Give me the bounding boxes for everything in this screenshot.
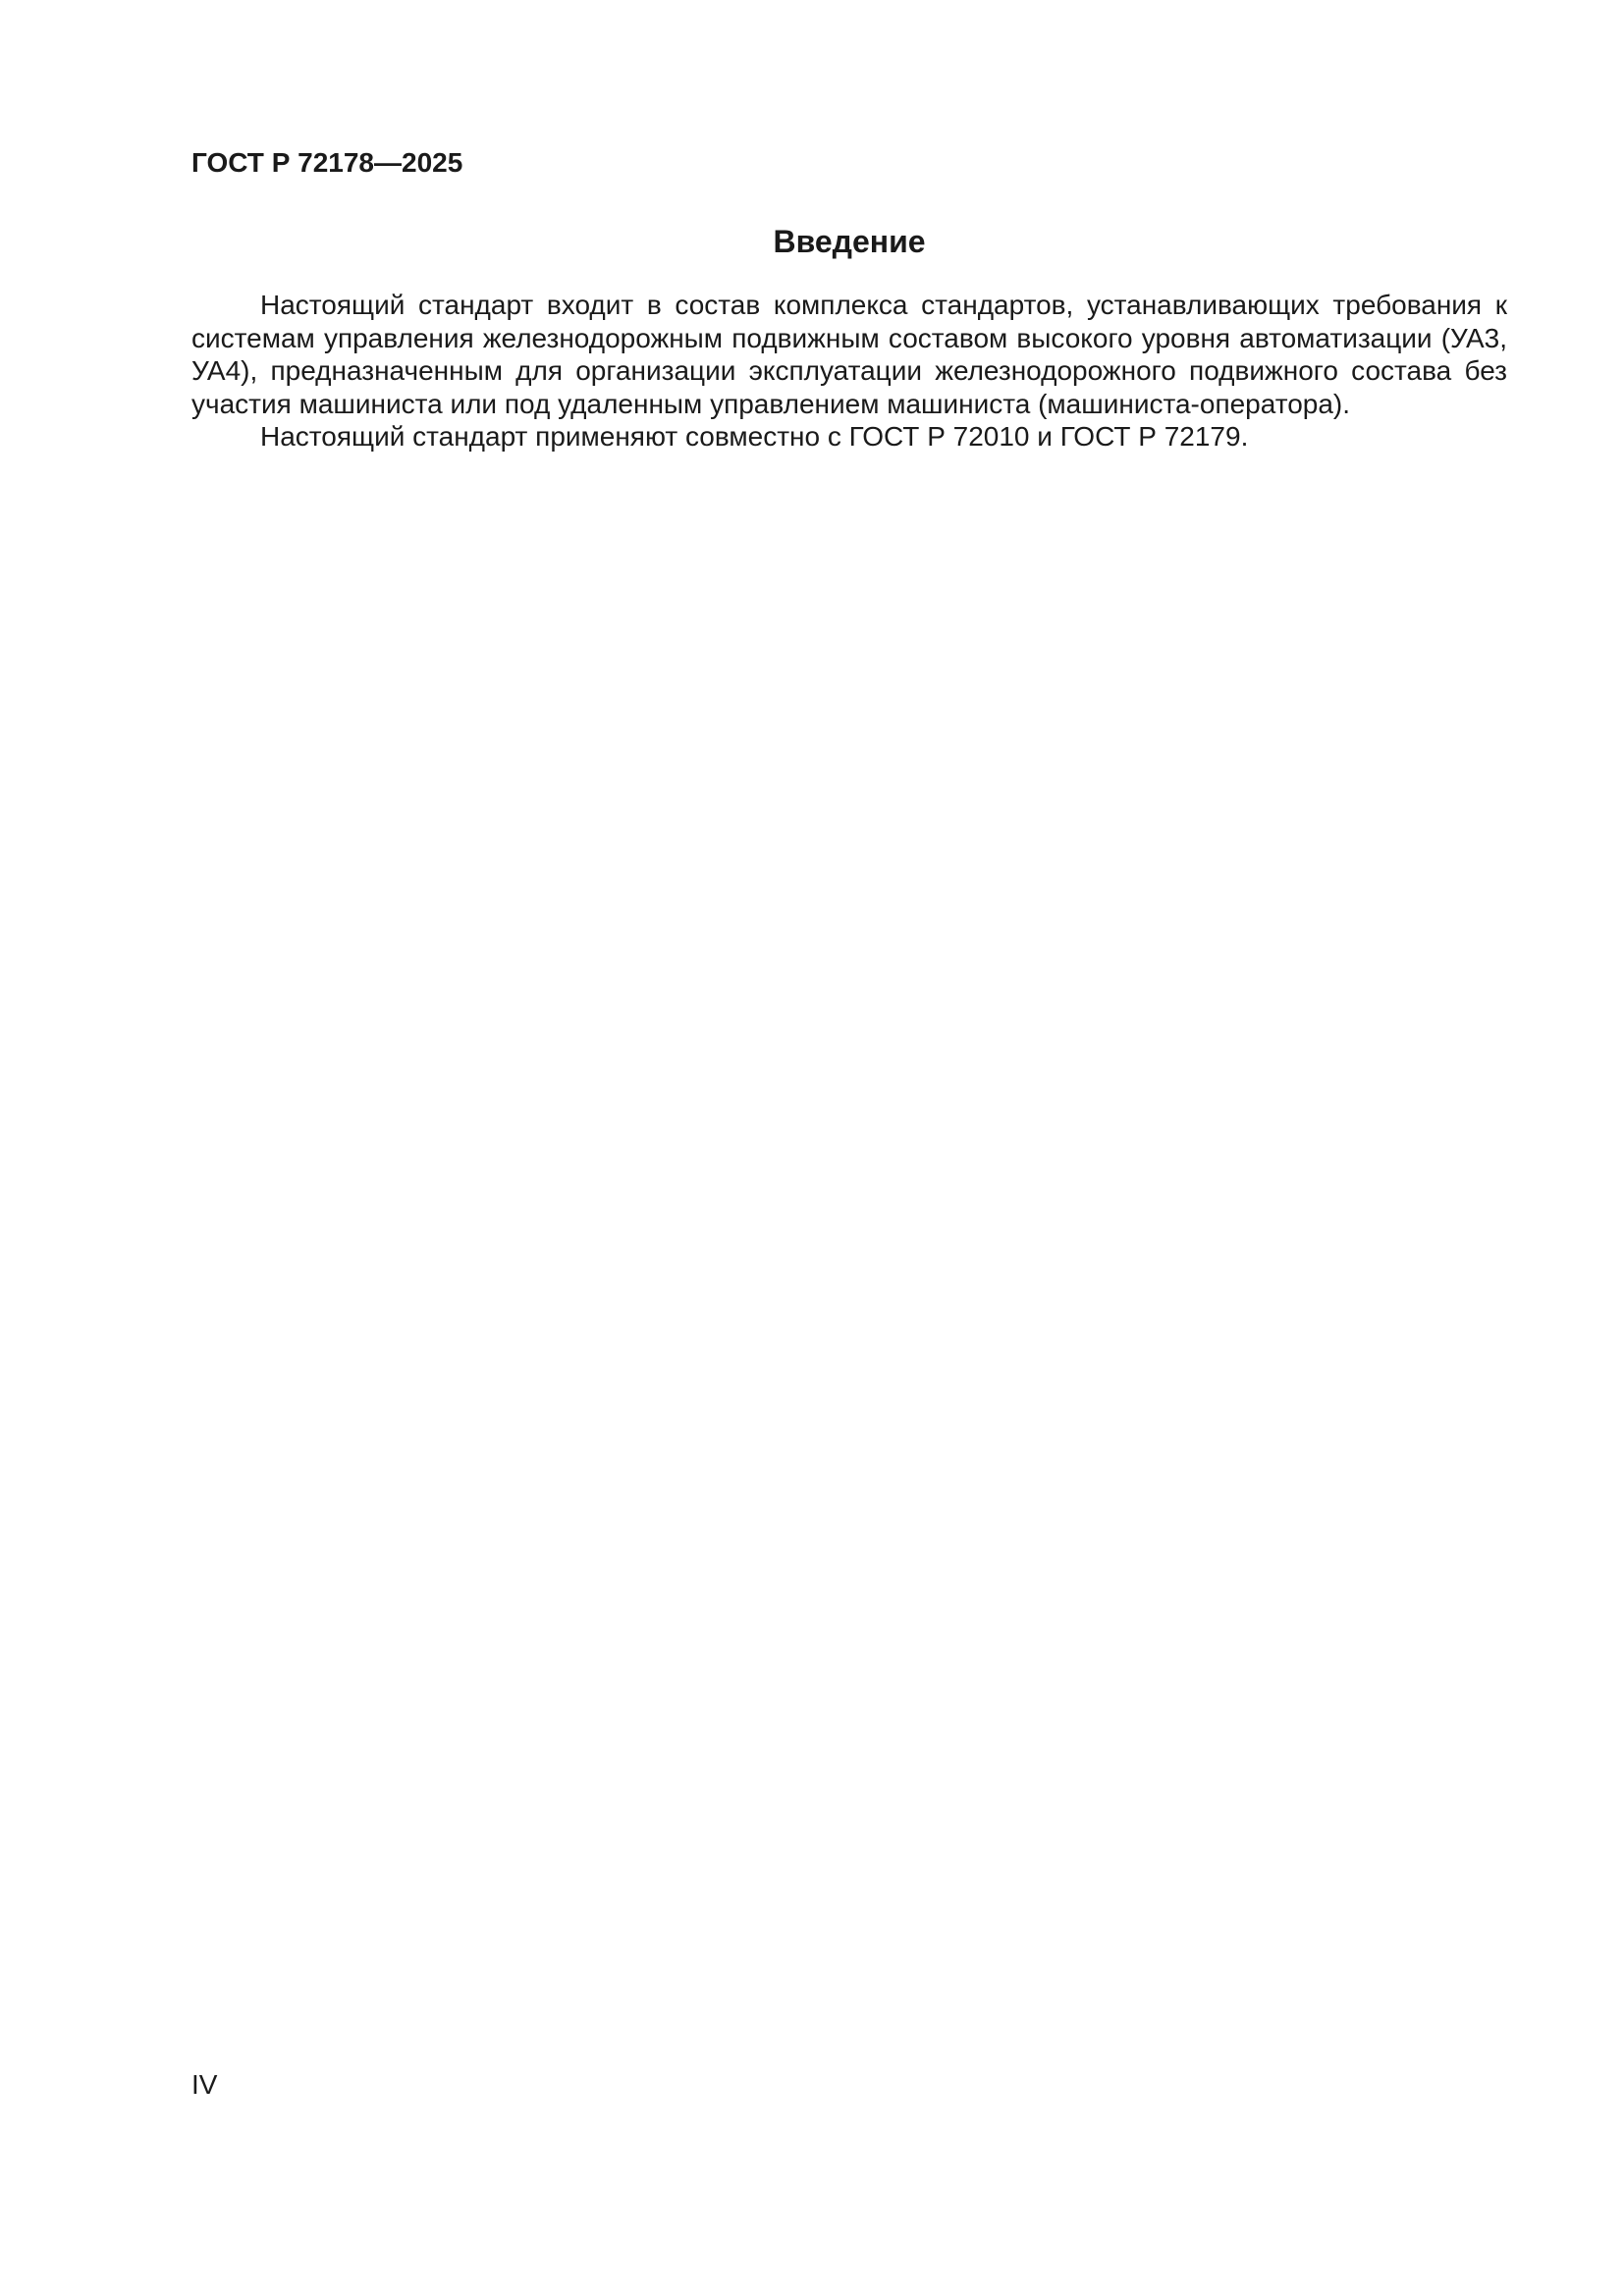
introduction-body <box>191 289 1507 454</box>
intro-paragraph-2: Настоящий стандарт применяют совместно с ГОСТ Р 72010 и ГОСТ Р 72179. <box>260 421 1249 452</box>
document-designation: ГОСТ Р 72178—2025 <box>191 147 463 178</box>
section-title: Введение <box>773 224 926 259</box>
page-number: IV <box>191 2069 218 2100</box>
intro-paragraph-1: Настоящий стандарт входит в состав комплекса стандартов, устанавливающих требования к системам управления железнодорожным подвижным составом высокого уровня автоматизации (УА3, УА4), предназначенным для организации эксплуатации железнодорожного подвижного состава без участия машиниста или под удаленным управлением машиниста (машиниста-оператора). <box>191 290 1507 419</box>
